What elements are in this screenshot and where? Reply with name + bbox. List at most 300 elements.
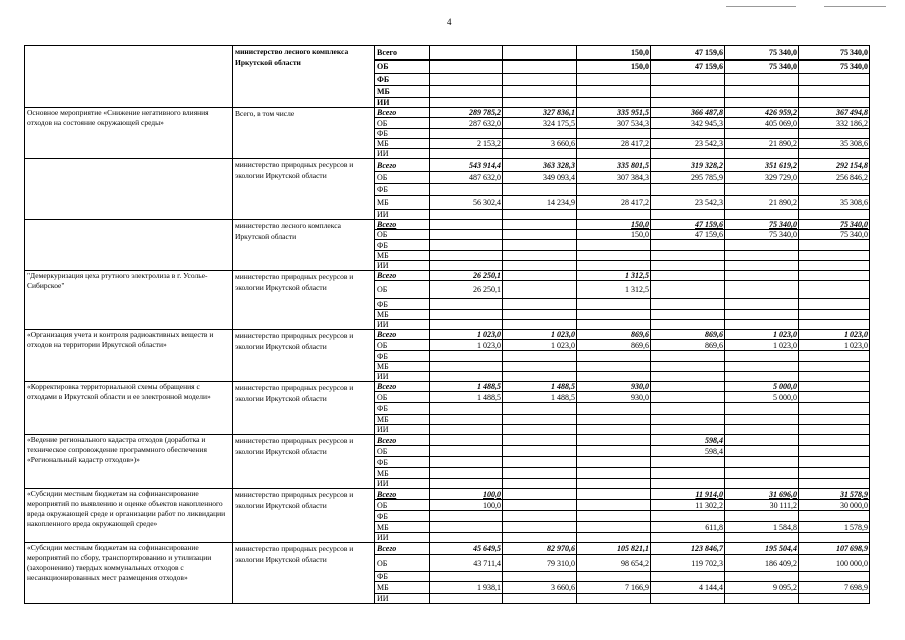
funding-source-cell: ФБ [375,129,430,139]
amount-cell [577,362,651,372]
amount-cell: 869,6 [577,340,651,351]
amount-cell: 47 159,6 [651,60,725,74]
amount-cell: 327 836,1 [503,108,577,118]
amount-cell [503,415,577,425]
amount-cell [651,310,725,320]
amount-cell [799,594,870,604]
amount-cell: 1 023,0 [503,330,577,340]
amount-cell [651,594,725,604]
funding-source-cell: ОБ [375,446,430,457]
amount-cell: 869,6 [651,330,725,340]
amount-cell [430,261,503,271]
amount-cell: 1 023,0 [430,330,503,340]
amount-cell [799,251,870,261]
amount-cell [725,251,799,261]
amount-cell: 426 959,2 [725,108,799,118]
amount-cell [430,446,503,457]
amount-cell: 98 654,2 [577,555,651,572]
amount-cell [651,425,725,435]
amount-cell [799,149,870,159]
amount-cell [725,98,799,108]
amount-cell [503,500,577,511]
amount-cell: 35 308,6 [799,196,870,210]
amount-cell [725,74,799,86]
amount-cell [651,362,725,372]
amount-cell: 598,4 [651,435,725,446]
amount-cell: 319 328,2 [651,159,725,172]
amount-cell [799,372,870,382]
amount-cell [725,86,799,98]
amount-cell [799,382,870,392]
amount-cell [799,479,870,489]
amount-cell [799,435,870,446]
amount-cell: 335 801,5 [577,159,651,172]
amount-cell: 23 542,3 [651,196,725,210]
amount-cell [430,129,503,139]
funding-source-cell: МБ [375,139,430,149]
executor-cell: министерство природных ресурсов и экологии Иркутской области [233,543,375,604]
amount-cell [430,60,503,74]
amount-cell: 3 660,6 [503,582,577,594]
funding-source-cell: МБ [375,468,430,479]
amount-cell [577,403,651,415]
amount-cell [725,184,799,196]
executor-cell: министерство природных ресурсов и экологии Иркутской области [233,489,375,543]
amount-cell [651,86,725,98]
amount-cell [503,533,577,543]
amount-cell [503,251,577,261]
amount-cell [430,184,503,196]
amount-cell [503,511,577,522]
amount-cell: 289 785,2 [430,108,503,118]
amount-cell [503,489,577,500]
amount-cell [577,261,651,271]
table-row [25,271,870,281]
amount-cell [799,74,870,86]
amount-cell [503,299,577,310]
amount-cell: 150,0 [577,230,651,240]
amount-cell: 100 000,0 [799,555,870,572]
amount-cell: 366 487,8 [651,108,725,118]
amount-cell [430,351,503,362]
amount-cell [799,351,870,362]
amount-cell: 335 951,5 [577,108,651,118]
amount-cell [651,299,725,310]
executor-cell: министерство природных ресурсов и экологии Иркутской области [233,382,375,435]
funding-source-cell: ИИ [375,210,430,220]
amount-cell [577,184,651,196]
table-row [25,330,870,340]
amount-cell: 1 312,5 [577,281,651,299]
amount-cell [799,98,870,108]
amount-cell [651,281,725,299]
amount-cell: 75 340,0 [799,230,870,240]
amount-cell: 363 328,3 [503,159,577,172]
amount-cell: 107 698,9 [799,543,870,555]
amount-cell: 75 340,0 [799,220,870,230]
amount-cell [725,594,799,604]
executor-cell: министерство природных ресурсов и экологии Иркутской области [233,330,375,382]
funding-source-cell: МБ [375,415,430,425]
amount-cell: 75 340,0 [799,60,870,74]
amount-cell [651,382,725,392]
amount-cell [651,403,725,415]
amount-cell [430,230,503,240]
table-row [25,220,870,230]
amount-cell [503,149,577,159]
table-row [25,489,870,500]
funding-source-cell: ИИ [375,372,430,382]
amount-cell [503,594,577,604]
amount-cell [577,129,651,139]
amount-cell: 256 846,2 [799,172,870,184]
funding-source-cell: МБ [375,86,430,98]
amount-cell [799,86,870,98]
amount-cell [430,98,503,108]
amount-cell: 1 023,0 [725,330,799,340]
amount-cell [430,86,503,98]
amount-cell: 1 023,0 [503,340,577,351]
amount-cell [799,210,870,220]
amount-cell [577,522,651,533]
funding-source-cell: ИИ [375,261,430,271]
amount-cell [651,533,725,543]
amount-cell [651,320,725,330]
funding-source-cell: ФБ [375,403,430,415]
funding-source-cell: ФБ [375,511,430,522]
amount-cell [430,425,503,435]
amount-cell [430,572,503,582]
funding-source-cell: ФБ [375,351,430,362]
funding-source-cell: МБ [375,582,430,594]
amount-cell: 329 729,0 [725,172,799,184]
amount-cell [725,511,799,522]
amount-cell: 930,0 [577,382,651,392]
amount-cell [725,572,799,582]
amount-cell [651,511,725,522]
measure-description: "Демеркуризация цеха ртутного электролиза в г. Усолье-Сибирское" [25,271,233,330]
amount-cell: 1 023,0 [430,340,503,351]
amount-cell [503,362,577,372]
amount-cell: 23 542,3 [651,139,725,149]
amount-cell: 47 159,6 [651,230,725,240]
amount-cell [651,457,725,468]
amount-cell: 26 250,1 [430,281,503,299]
amount-cell [799,129,870,139]
amount-cell: 195 504,4 [725,543,799,555]
amount-cell: 1 488,5 [430,392,503,403]
amount-cell [725,415,799,425]
amount-cell: 367 494,8 [799,108,870,118]
amount-cell [651,479,725,489]
amount-cell: 31 578,9 [799,489,870,500]
funding-source-cell: ФБ [375,240,430,251]
amount-cell [577,533,651,543]
amount-cell: 119 702,3 [651,555,725,572]
funding-source-cell: ОБ [375,230,430,240]
amount-cell [799,362,870,372]
amount-cell: 123 846,7 [651,543,725,555]
amount-cell [503,74,577,86]
amount-cell [651,372,725,382]
amount-cell: 47 159,6 [651,46,725,60]
amount-cell: 75 340,0 [725,60,799,74]
amount-cell: 1 578,9 [799,522,870,533]
amount-cell: 47 159,6 [651,220,725,230]
funding-source-cell: МБ [375,310,430,320]
amount-cell [725,457,799,468]
amount-cell [577,149,651,159]
amount-cell: 7 698,9 [799,582,870,594]
amount-cell [651,240,725,251]
measure-description: «Организация учета и контроля радиоактивных веществ и отходов на территории Иркутской области» [25,330,233,382]
amount-cell [503,46,577,60]
amount-cell: 21 890,2 [725,139,799,149]
amount-cell [799,392,870,403]
amount-cell: 21 890,2 [725,196,799,210]
amount-cell: 26 250,1 [430,271,503,281]
amount-cell: 4 144,4 [651,582,725,594]
funding-source-cell: ИИ [375,533,430,543]
amount-cell [430,468,503,479]
amount-cell: 342 945,3 [651,118,725,129]
funding-source-cell: ИИ [375,594,430,604]
table-row [25,543,870,555]
amount-cell [503,261,577,271]
amount-cell [799,261,870,271]
funding-source-cell: ОБ [375,281,430,299]
amount-cell [503,271,577,281]
table-row [25,108,870,118]
amount-cell [430,320,503,330]
amount-cell [725,271,799,281]
measure-description: «Субсидии местным бюджетам на софинансирование мероприятий по сбору, транспортированию и утилизации (захоронению) твердых коммунальных отходов с несанкционированных мест размещения отходов» [25,543,233,604]
amount-cell: 1 488,5 [430,382,503,392]
amount-cell: 1 938,1 [430,582,503,594]
amount-cell: 35 308,6 [799,139,870,149]
amount-cell: 405 069,0 [725,118,799,129]
amount-cell: 307 534,3 [577,118,651,129]
amount-cell [651,261,725,271]
funding-source-cell: Всего [375,382,430,392]
amount-cell [725,435,799,446]
amount-cell [503,281,577,299]
amount-cell [725,446,799,457]
funding-source-cell: ФБ [375,457,430,468]
executor-cell: министерство природных ресурсов и экологии Иркутской области [233,159,375,220]
amount-cell: 3 660,6 [503,139,577,149]
amount-cell [577,425,651,435]
table-row [25,382,870,392]
funding-source-cell: Всего [375,220,430,230]
amount-cell: 1 488,5 [503,392,577,403]
amount-cell [430,251,503,261]
amount-cell: 1 023,0 [799,340,870,351]
executor-cell: министерство природных ресурсов и экологии Иркутской области [233,435,375,489]
amount-cell [430,533,503,543]
amount-cell [577,572,651,582]
amount-cell [725,240,799,251]
amount-cell [799,310,870,320]
amount-cell [430,415,503,425]
amount-cell [503,372,577,382]
amount-cell [577,415,651,425]
amount-cell [725,281,799,299]
amount-cell [577,210,651,220]
amount-cell [725,351,799,362]
amount-cell [799,468,870,479]
amount-cell [577,320,651,330]
amount-cell [430,372,503,382]
amount-cell [503,351,577,362]
amount-cell: 28 417,2 [577,196,651,210]
amount-cell [651,468,725,479]
amount-cell [503,210,577,220]
amount-cell: 1 312,5 [577,271,651,281]
amount-cell [503,425,577,435]
amount-cell [503,60,577,74]
amount-cell: 30 111,2 [725,500,799,511]
amount-cell: 45 649,5 [430,543,503,555]
amount-cell [725,299,799,310]
amount-cell: 2 153,2 [430,139,503,149]
amount-cell [577,351,651,362]
amount-cell [577,251,651,261]
amount-cell [799,184,870,196]
amount-cell [651,98,725,108]
amount-cell [577,86,651,98]
amount-cell: 5 000,0 [725,392,799,403]
funding-source-cell: ФБ [375,74,430,86]
amount-cell [430,457,503,468]
amount-cell: 1 023,0 [725,340,799,351]
amount-cell [725,129,799,139]
funding-source-cell: ИИ [375,149,430,159]
amount-cell: 1 488,5 [503,382,577,392]
amount-cell [799,457,870,468]
funding-source-cell: Всего [375,108,430,118]
amount-cell [430,240,503,251]
amount-cell [725,479,799,489]
amount-cell [651,251,725,261]
budget-table [24,45,870,604]
amount-cell: 611,8 [651,522,725,533]
amount-cell [651,149,725,159]
amount-cell: 598,4 [651,446,725,457]
funding-source-cell: ОБ [375,392,430,403]
amount-cell: 869,6 [651,340,725,351]
amount-cell [503,240,577,251]
amount-cell [577,594,651,604]
executor-cell: министерство природных ресурсов и экологии Иркутской области [233,271,375,330]
amount-cell: 349 093,4 [503,172,577,184]
amount-cell: 28 417,2 [577,139,651,149]
amount-cell: 75 340,0 [725,46,799,60]
amount-cell [430,362,503,372]
table-row [25,435,870,446]
amount-cell [503,446,577,457]
amount-cell [430,299,503,310]
amount-cell [651,415,725,425]
funding-source-cell: ИИ [375,479,430,489]
top-rule [824,6,886,7]
amount-cell: 11 914,0 [651,489,725,500]
amount-cell: 332 186,2 [799,118,870,129]
amount-cell [503,403,577,415]
funding-source-cell: ОБ [375,172,430,184]
table-row [25,159,870,172]
funding-source-cell: МБ [375,522,430,533]
funding-source-cell: ИИ [375,320,430,330]
amount-cell [651,210,725,220]
amount-cell [651,74,725,86]
amount-cell: 869,6 [577,330,651,340]
table-row [25,46,870,60]
page-number: 4 [447,17,452,27]
amount-cell [577,310,651,320]
amount-cell [799,299,870,310]
amount-cell [725,533,799,543]
amount-cell [430,435,503,446]
measure-description [25,220,233,271]
amount-cell [503,230,577,240]
measure-description: «Субсидии местным бюджетам на софинансирование мероприятий по выявлению и оценке объектов накопленного вреда окружающей среде и организации работ по ликвидации накопленного вреда окружающей среде» [25,489,233,543]
amount-cell: 14 234,9 [503,196,577,210]
amount-cell [725,310,799,320]
amount-cell [799,511,870,522]
amount-cell: 150,0 [577,220,651,230]
funding-source-cell: ОБ [375,118,430,129]
measure-description: «Ведение регионального кадастра отходов (доработка и техническое сопровождение программного обеспечения «Региональный кадастр отходов»)» [25,435,233,489]
amount-cell: 487 632,0 [430,172,503,184]
funding-source-cell: Всего [375,330,430,340]
amount-cell [577,468,651,479]
amount-cell [430,594,503,604]
funding-source-cell: МБ [375,362,430,372]
amount-cell [430,310,503,320]
amount-cell [503,129,577,139]
amount-cell: 56 302,4 [430,196,503,210]
amount-cell [799,533,870,543]
amount-cell [651,184,725,196]
funding-source-cell: Всего [375,159,430,172]
amount-cell: 930,0 [577,392,651,403]
funding-source-cell: МБ [375,251,430,261]
amount-cell [503,479,577,489]
amount-cell: 324 175,5 [503,118,577,129]
amount-cell: 43 711,4 [430,555,503,572]
amount-cell [799,425,870,435]
amount-cell [577,435,651,446]
amount-cell [799,240,870,251]
funding-source-cell: ИИ [375,98,430,108]
funding-source-cell: ОБ [375,500,430,511]
amount-cell [577,74,651,86]
amount-cell: 150,0 [577,60,651,74]
amount-cell: 1 023,0 [799,330,870,340]
amount-cell [577,240,651,251]
amount-cell [799,572,870,582]
amount-cell [651,271,725,281]
amount-cell [430,403,503,415]
amount-cell: 75 340,0 [725,220,799,230]
amount-cell: 79 310,0 [503,555,577,572]
amount-cell [577,489,651,500]
amount-cell: 9 095,2 [725,582,799,594]
amount-cell [503,86,577,98]
funding-source-cell: Всего [375,543,430,555]
funding-source-cell: МБ [375,196,430,210]
